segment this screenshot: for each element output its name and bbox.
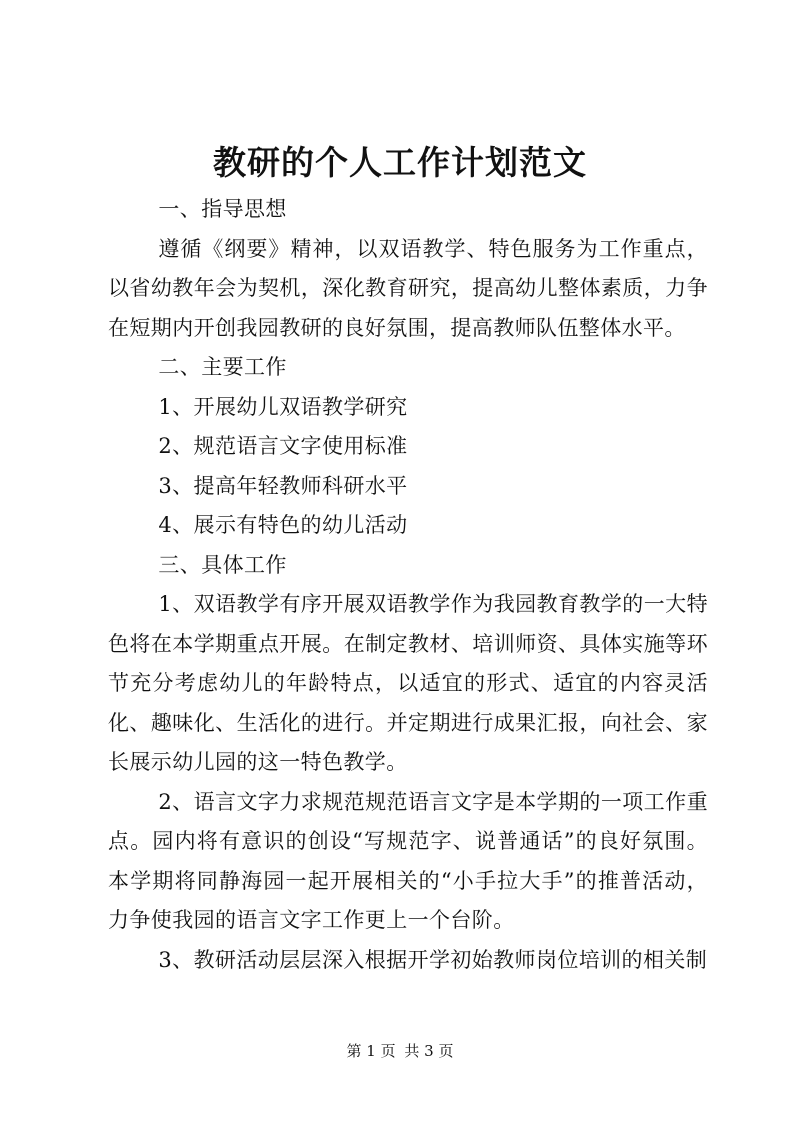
document-title: 教研的个人工作计划范文 [213, 143, 587, 182]
main-work-item-1: 1、开展幼儿双语教学研究 [158, 394, 408, 419]
section-heading-specific-work: 三、具体工作 [158, 552, 287, 577]
section-heading-main-work: 二、主要工作 [158, 355, 287, 379]
paragraph-guiding-thought: 遵循《纲要》精神，以双语教学、特色服务为工作重点，以省幼教年会为契机，深化教育研究，提高幼儿整体素质，力争在短期内开创我园教研的良好氛围，提高教师队伍整体水平。 [108, 236, 708, 340]
main-work-item-3: 3、提高年轻教师科研水平 [158, 473, 408, 498]
main-work-item-2: 2、规范语言文字使用标准 [158, 434, 408, 458]
page-total: 共 3 页 [404, 1042, 454, 1060]
page-number: 第 1 页 [346, 1042, 396, 1060]
main-work-item-4: 4、展示有特色的幼儿活动 [158, 513, 408, 537]
page-footer [0, 1040, 800, 1062]
document-body [108, 190, 708, 980]
paragraph-language-standards: 2、语言文字力求规范规范语言文字是本学期的一项工作重点。园内将有意识的创设“写规范字、说普通话”的良好氛围。本学期将同静海园一起开展相关的“小手拉大手”的推普活动，力争使我园的语言文字工作更上一个台阶。 [108, 789, 708, 932]
paragraph-bilingual-teaching: 1、双语教学有序开展双语教学作为我园教育教学的一大特色将在本学期重点开展。在制定教材、培训师资、具体实施等环节充分考虑幼儿的年龄特点，以适宜的形式、适宜的内容灵活化、趣味化、生活化的进行。并定期进行成果汇报，向社会、家长展示幼儿园的这一特色教学。 [108, 592, 708, 774]
section-heading-guiding-thought: 一、指导思想 [158, 197, 287, 221]
paragraph-teaching-research: 3、教研活动层层深入根据开学初始教师岗位培训的相关制 [158, 947, 708, 972]
